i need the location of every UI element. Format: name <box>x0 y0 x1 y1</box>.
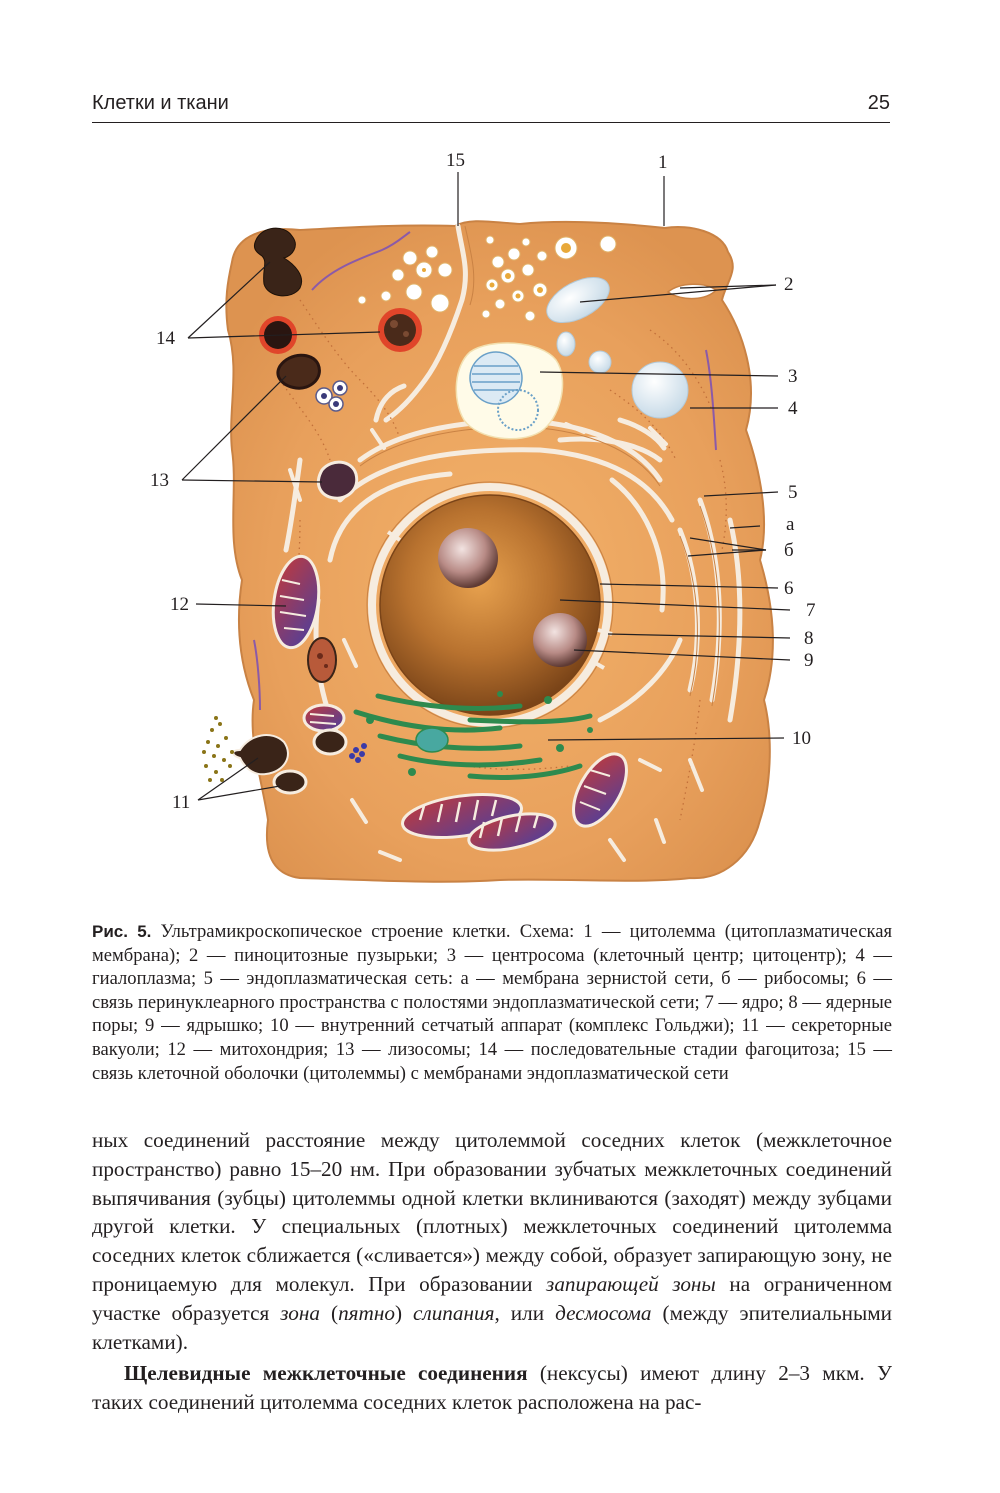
cell-diagram <box>0 140 1000 910</box>
label-13: 13 <box>150 470 169 491</box>
mitochondrion <box>304 705 344 731</box>
label-7: 7 <box>806 600 816 621</box>
label-3: 3 <box>788 366 798 387</box>
paragraph: ных соединений расстояние между цитолеммой соседних клеток (межклеточное пространство) равно 15–20 нм. При образовании зубчатых межклеточных соединений выпячивания (зубцы) цитолеммы одной клетки вклиниваются (заходят) между зубцами другой клетки. У специальных (плотных) межклеточных соединений цитолемма соседних клеток сближается («сливается») между собой, образует запирающую зону, не проницаемую для молекул. При образовании запирающей зоны на ограниченном участке образуется зона (пятно) слипания, или десмосома (между эпителиальными клетками). <box>92 1128 892 1354</box>
section-term: Щелевидные межклеточные соединения <box>124 1361 528 1386</box>
label-8: 8 <box>804 628 814 649</box>
secreted-granules <box>202 716 234 782</box>
label-10: 10 <box>792 728 811 749</box>
label-b: б <box>784 540 794 561</box>
secretory-vacuole <box>233 735 288 774</box>
label-2: 2 <box>784 274 794 295</box>
lysosome <box>278 355 319 388</box>
label-5: 5 <box>788 482 798 503</box>
label-14: 14 <box>156 328 175 349</box>
secretory-vacuole <box>314 730 346 754</box>
paragraph: Щелевидные межклеточные соединения (нексусы) имеют длину 2–3 мкм. У таких соединений цитолемма соседних клеток расположена на рас- <box>92 1361 892 1415</box>
label-6: 6 <box>784 578 794 599</box>
mitochondrion <box>308 638 336 682</box>
label-9: 9 <box>804 650 814 671</box>
centriole <box>470 352 522 404</box>
nucleolus <box>533 613 587 667</box>
body-text <box>92 1126 892 1417</box>
label-4: 4 <box>788 398 798 419</box>
golgi-vesicle <box>416 728 448 752</box>
nucleolus <box>438 528 498 588</box>
lysosome <box>318 462 356 498</box>
running-header <box>92 88 890 123</box>
label-a: а <box>786 514 795 535</box>
caption-text: Ультрамикроскопическое строение клетки. Схема: 1 — цитолемма (цитоплазматическая мембрана); 2 — пиноцитозные пузырьки; 3 — центросома (клеточный центр; цитоцентр); 4 — гиалоплазма; 5 — эндоплазматическая сеть: а — мембрана зернистой сети, б — рибосомы; 6 — связь перинуклеарного пространства с полостями эндоплазматической сети; 7 — ядро; 8 — ядерные поры; 9 — ядрышко; 10 — внутренний сетчатый аппарат (комплекс Гольджи); 11 — секреторные вакуоли; 12 — митохондрия; 13 — лизосомы; 14 — последовательные стадии фагоцитоза; 15 — связь клеточной оболочки (цитолеммы) с мембранами эндоплазматической сети <box>92 921 893 1084</box>
figure-number: Рис. 5. <box>92 922 152 941</box>
label-15: 15 <box>446 150 465 171</box>
running-title: Клетки и ткани <box>92 92 229 114</box>
page-number: 25 <box>867 92 890 114</box>
label-12: 12 <box>170 594 189 615</box>
secretory-vacuole <box>274 771 306 793</box>
nucleus <box>380 495 600 715</box>
figure-caption <box>92 920 892 1085</box>
label-1: 1 <box>658 152 668 173</box>
hyaloplasm-vacuole <box>632 362 688 418</box>
label-11: 11 <box>172 792 191 813</box>
